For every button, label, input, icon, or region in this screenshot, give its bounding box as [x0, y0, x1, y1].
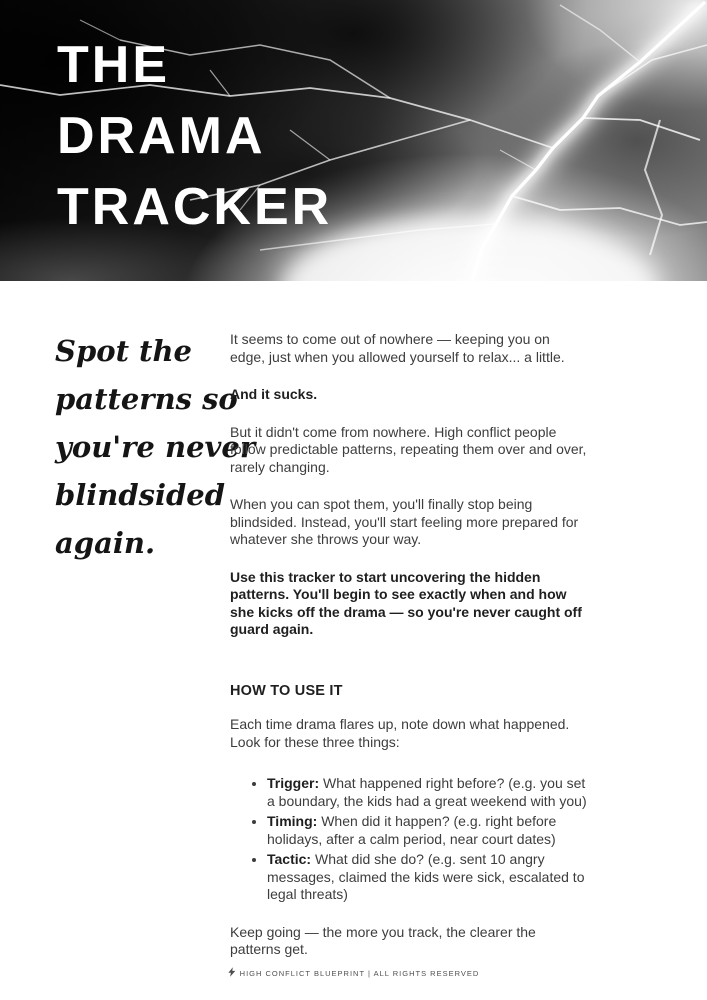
- bullet-text: When did it happen? (e.g. right before holidays, after a calm period, near court dates): [267, 813, 557, 847]
- list-item-tactic: [267, 851, 588, 904]
- bullet-label: Tactic:: [267, 851, 312, 867]
- tagline: [0, 281, 256, 979]
- footer: [0, 967, 707, 978]
- footer-text: HIGH CONFLICT BLUEPRINT | ALL RIGHTS RESERVED: [239, 969, 480, 978]
- tagline-line: blindsided: [55, 478, 226, 512]
- list-item-trigger: [267, 775, 588, 810]
- page-title-line: THE: [57, 36, 170, 94]
- page-title: [57, 30, 332, 243]
- outro-paragraph: Keep going — the more you track, the clearer the patterns get.: [230, 923, 536, 957]
- page-title-line: TRACKER: [57, 178, 333, 236]
- bullet-label: Trigger:: [267, 775, 320, 791]
- body-copy: [230, 281, 588, 979]
- lightning-icon: [228, 967, 236, 977]
- list-item-timing: [267, 813, 588, 848]
- page-content: [0, 281, 707, 979]
- intro-paragraph-5: Use this tracker to start uncovering the hidden patterns. You'll begin to see exactly when and how she kicks off the drama — so you're never caught off guard again.: [230, 568, 582, 637]
- tagline-line: again.: [55, 526, 156, 560]
- tagline-line: you're never: [55, 430, 256, 464]
- bullet-label: Timing:: [267, 813, 318, 829]
- intro-paragraph-4: When you can spot them, you'll finally stop being blindsided. Instead, you'll start feeling more prepared for whatever she throws your way.: [230, 496, 579, 547]
- intro-paragraph-3: But it didn't come from nowhere. High conflict people follow predictable patterns, repeating them over and over, rarely changing.: [230, 423, 587, 475]
- intro-paragraph-1: It seems to come out of nowhere — keeping you on edge, just when you allowed yourself to relax... a little.: [230, 331, 565, 365]
- bullet-text: What did she do? (e.g. sent 10 angry messages, claimed the kids were sick, escalated to legal threats): [267, 851, 585, 902]
- page-title-line: DRAMA: [57, 107, 266, 165]
- hero-header: [0, 0, 707, 281]
- tagline-line: patterns so: [55, 382, 238, 416]
- bullet-text: What happened right before? (e.g. you set a boundary, the kids had a great weekend with you): [267, 775, 587, 809]
- how-to-use-heading: HOW TO USE IT: [230, 682, 343, 699]
- tagline-line: Spot the: [55, 334, 192, 368]
- how-to-use-intro: Each time drama flares up, note down what happened. Look for these three things:: [230, 716, 570, 750]
- things-to-track-list: [230, 775, 588, 904]
- intro-paragraph-2: And it sucks.: [230, 386, 318, 402]
